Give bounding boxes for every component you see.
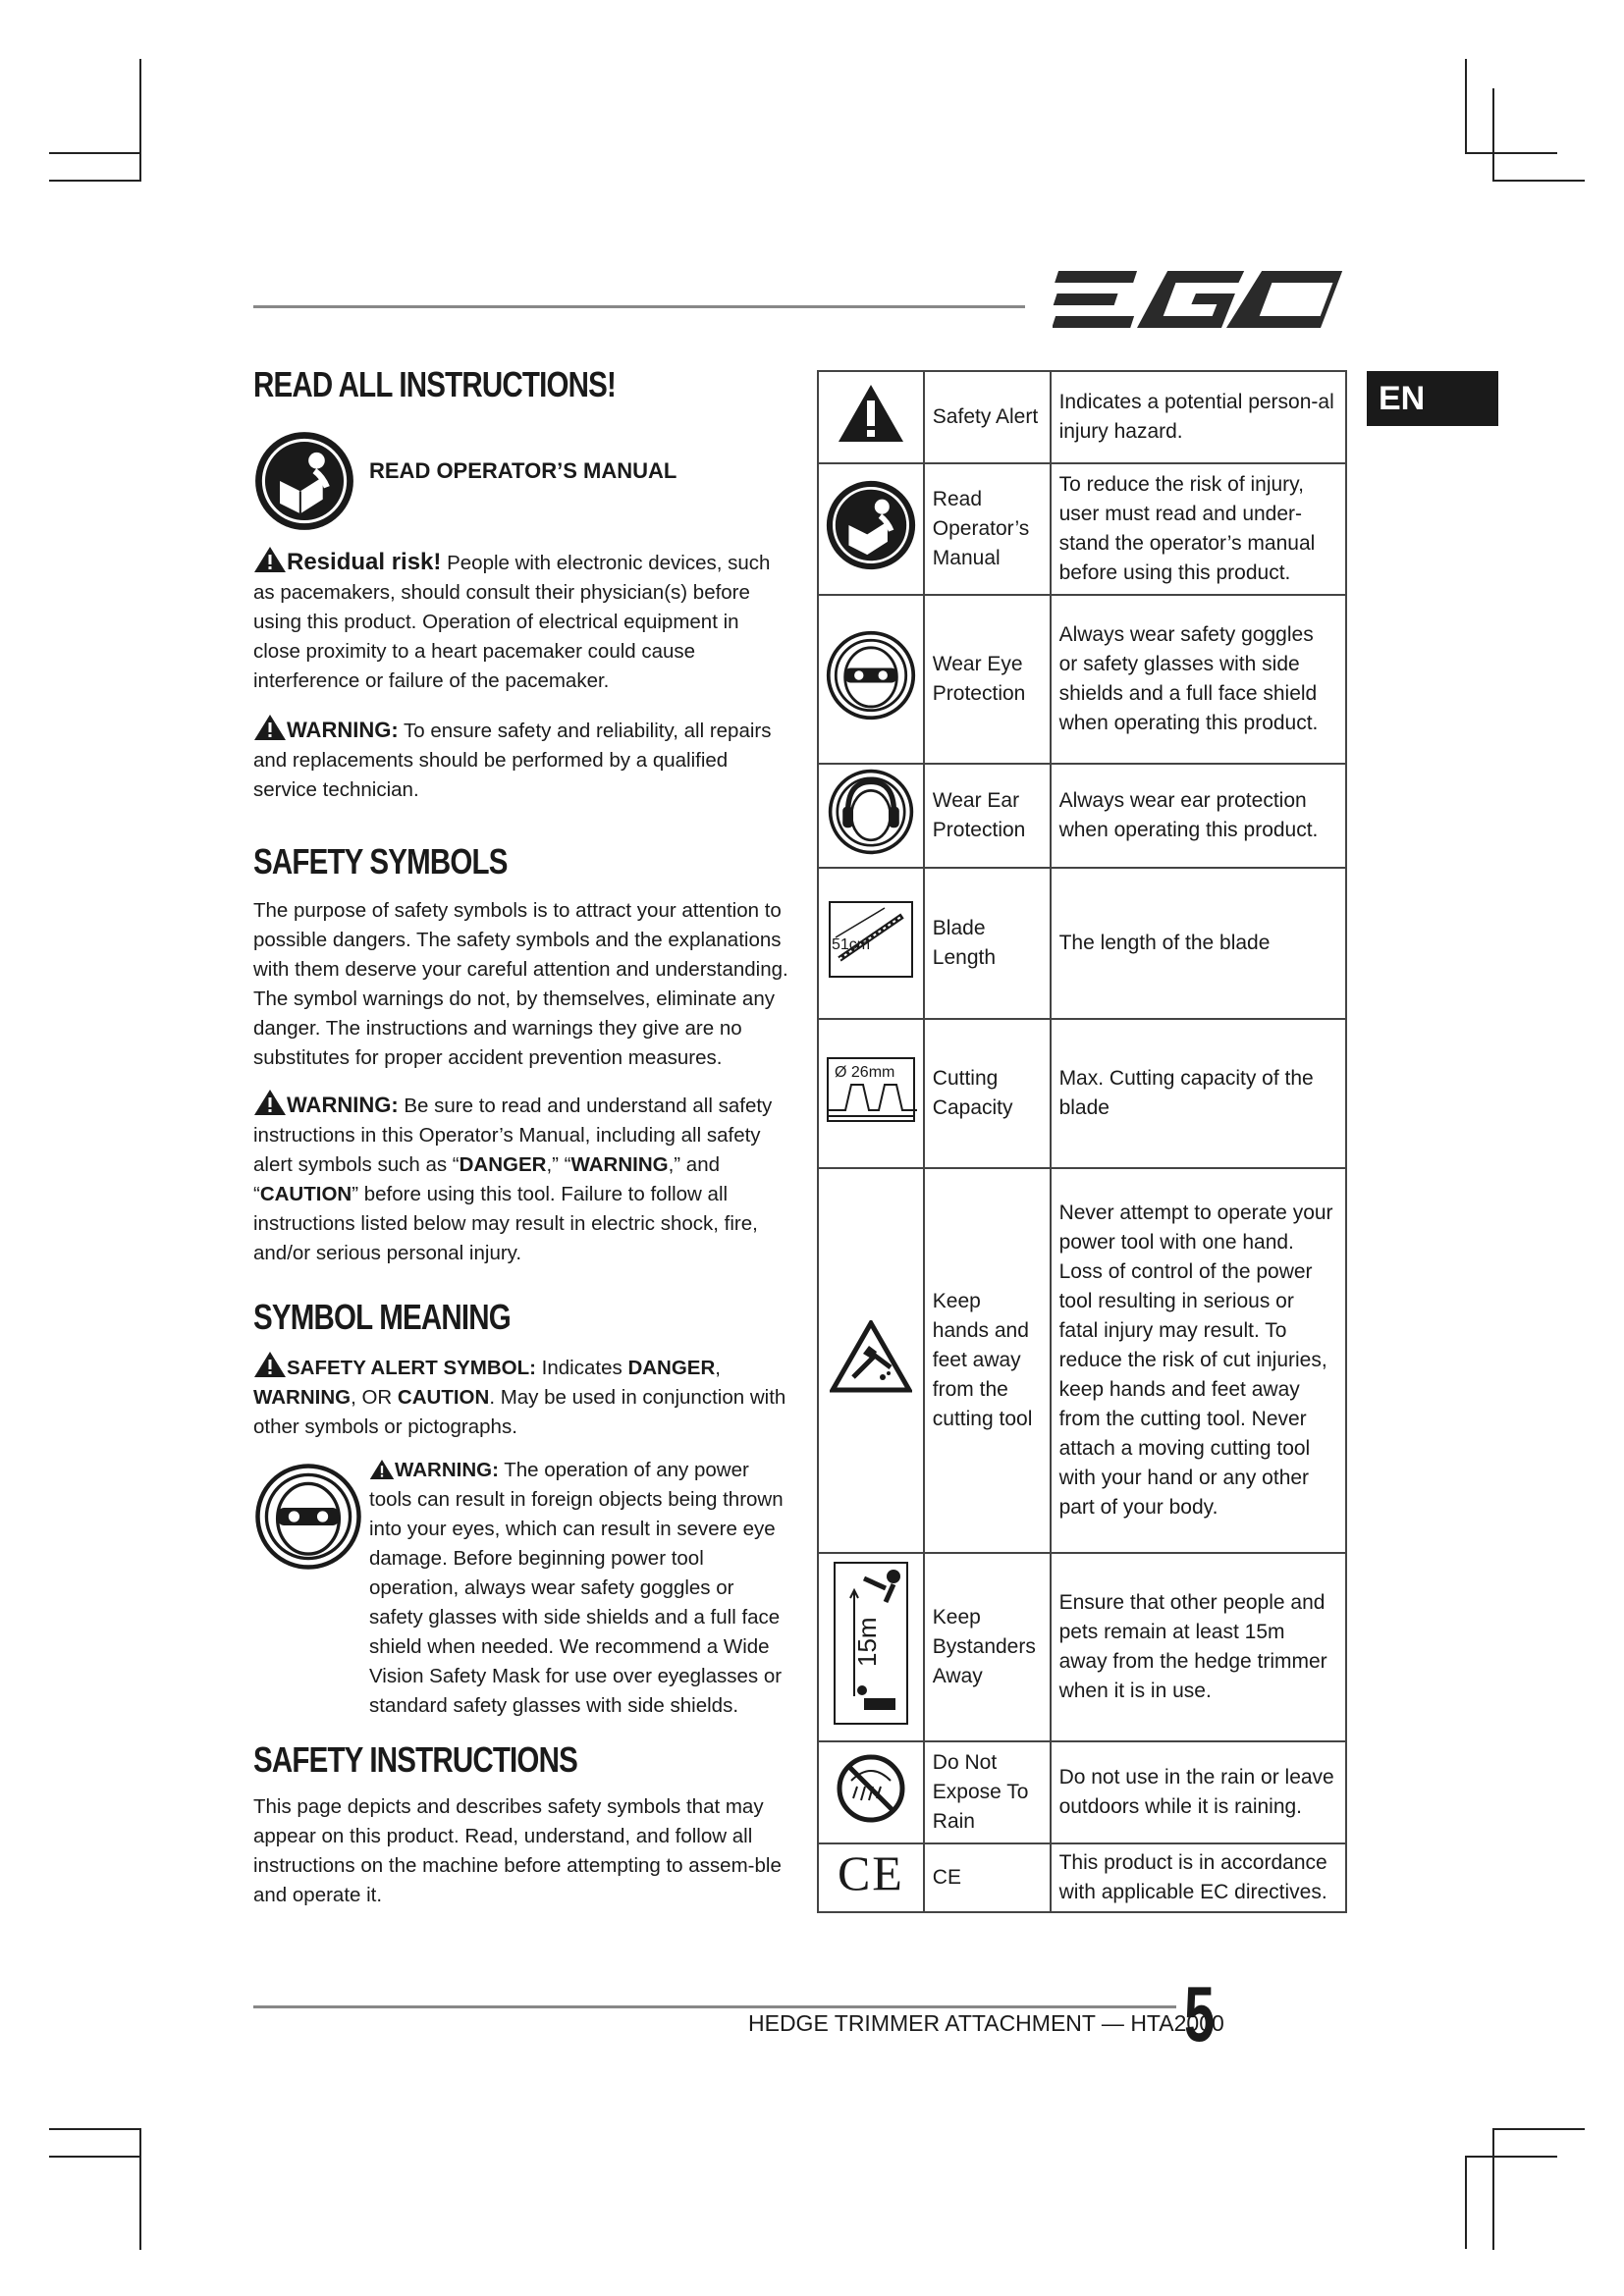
keep-hands-away-icon xyxy=(830,1320,912,1393)
symbol-description: Do not use in the rain or leave outdoors while it is raining. xyxy=(1051,1741,1346,1843)
danger-word: DANGER xyxy=(459,1153,547,1177)
table-icon-cell xyxy=(818,1843,924,1912)
table-row xyxy=(818,371,1346,463)
crop-mark xyxy=(139,2128,141,2250)
symbol-name: Keep hands and feet away from the cutting tool xyxy=(924,1168,1051,1553)
table-icon-cell xyxy=(818,1168,924,1553)
text-span: ,” and “ xyxy=(253,1153,721,1206)
symbol-description: Always wear ear protection when operating this product. xyxy=(1051,764,1346,868)
text-span: . May be used in conjunction with other symbols or pictographs. xyxy=(253,1385,786,1438)
blade-length-icon xyxy=(826,898,916,981)
crop-mark xyxy=(1465,152,1557,154)
eye-warning-text: The operation of any power tools can result in foreign objects being thrown into your eyes, which can result in severe eye damage. Before beginning power tool operation, always wear safety goggles or safety glasses with side shields and a full face shield when needed. We recommend a Wide Vision Safety Mask for use over eyeglasses or standard safety glasses with side shields. xyxy=(369,1458,784,1717)
heading-symbol-meaning: SYMBOL MEANING xyxy=(253,1297,511,1338)
warning-lead: WARNING: xyxy=(287,1093,399,1118)
symbol-description: Ensure that other people and pets remain at least 15m away from the hedge trimmer when it is in use. xyxy=(1051,1553,1346,1741)
no-rain-icon xyxy=(836,1753,906,1824)
symbol-name: Blade Length xyxy=(924,868,1051,1019)
danger-word: DANGER xyxy=(627,1356,716,1379)
read-manual-icon xyxy=(825,479,917,571)
read-manual-label: READ OPERATOR’S MANUAL xyxy=(369,457,677,483)
symbol-name: Safety Alert xyxy=(924,371,1051,463)
table-row xyxy=(818,764,1346,868)
residual-risk-text: People with electronic devices, such as pacemakers, should consult their physician(s) before using this product. Operation of electrical equipment in close proximity to a heart pacemaker could cause interference or failure of the pacemaker. xyxy=(253,551,771,692)
table-row xyxy=(818,595,1346,764)
table-icon-cell xyxy=(818,1741,924,1843)
crop-mark xyxy=(1492,88,1494,181)
crop-mark xyxy=(49,2128,141,2130)
caution-word: CAUTION xyxy=(259,1183,352,1206)
warning-word: WARNING xyxy=(253,1385,352,1409)
warning-triangle-icon xyxy=(837,383,905,444)
table-row xyxy=(818,1553,1346,1741)
heading-safety-instructions: SAFETY INSTRUCTIONS xyxy=(253,1738,577,1780)
symbol-name: Keep Bystanders Away xyxy=(924,1553,1051,1741)
text-span: , xyxy=(715,1356,721,1379)
language-tab: EN xyxy=(1367,371,1498,426)
text-span: ” before using this tool. Failure to follow all instructions listed below may result in electric shock, fire, and/or serious personal injury. xyxy=(253,1183,758,1265)
symbol-description: Max. Cutting capacity of the blade xyxy=(1051,1019,1346,1168)
eye-warning-block xyxy=(253,1456,791,1721)
eye-protection-icon xyxy=(825,629,917,721)
text-span: , OR xyxy=(351,1385,398,1409)
table-icon-cell xyxy=(818,764,924,868)
keep-bystanders-away-icon xyxy=(825,1559,917,1728)
symbol-description: Always wear safety goggles or safety glasses with side shields and a full face shield when operating this product. xyxy=(1051,595,1346,764)
residual-risk-lead: Residual risk! xyxy=(287,548,442,575)
read-manual-icon xyxy=(253,430,355,532)
crop-mark xyxy=(1492,2128,1494,2250)
crop-mark xyxy=(49,152,141,154)
symbol-table xyxy=(817,370,1347,1913)
warning-triangle-icon xyxy=(369,1459,395,1480)
crop-mark xyxy=(1492,180,1585,182)
table-icon-cell xyxy=(818,868,924,1019)
ego-logo xyxy=(1053,265,1345,334)
warning-lead: WARNING: xyxy=(287,717,399,742)
table-row xyxy=(818,1843,1346,1912)
table-icon-cell xyxy=(818,595,924,764)
caution-word: CAUTION xyxy=(397,1385,490,1409)
symbol-description: The length of the blade xyxy=(1051,868,1346,1019)
warning-repairs-paragraph xyxy=(253,714,791,805)
blade-length-label: 51cm xyxy=(831,935,871,953)
table-row xyxy=(818,463,1346,595)
symbol-name: Read Operator’s Manual xyxy=(924,463,1051,595)
eye-protection-icon xyxy=(253,1462,363,1572)
heading-read-instructions: READ ALL INSTRUCTIONS! xyxy=(253,364,616,404)
symbol-name: Do Not Expose To Rain xyxy=(924,1741,1051,1843)
warning-read-paragraph xyxy=(253,1089,791,1268)
symbol-description: To reduce the risk of injury, user must read and under-stand the operator’s manual before using this product. xyxy=(1051,463,1346,595)
warning-triangle-icon xyxy=(253,1089,287,1116)
ear-protection-icon xyxy=(827,768,915,856)
cutting-capacity-icon xyxy=(825,1055,917,1124)
crop-mark xyxy=(49,2156,141,2158)
crop-mark xyxy=(1465,59,1467,152)
symbol-name: CE xyxy=(924,1843,1051,1912)
page-number: 5 xyxy=(1184,1970,1216,2057)
symbol-description: Indicates a potential person-al injury hazard. xyxy=(1051,371,1346,463)
header-rule xyxy=(253,305,1025,308)
table-icon-cell xyxy=(818,1553,924,1741)
eye-warning-paragraph xyxy=(369,1456,791,1721)
safety-alert-paragraph xyxy=(253,1351,791,1442)
text-span: Indicates xyxy=(535,1356,628,1379)
footer-title: HEDGE TRIMMER ATTACHMENT — HTA2000 xyxy=(748,2010,1224,2036)
warning-lead: WARNING: xyxy=(395,1458,499,1481)
crop-mark xyxy=(49,180,141,182)
bystander-distance-label: 15m xyxy=(851,1616,882,1667)
text-span: ,” “ xyxy=(546,1153,571,1177)
table-icon-cell xyxy=(818,463,924,595)
symbol-description: Never attempt to operate your power tool with one hand. Loss of control of the power tool resulting in serious or fatal injury may result. To reduce the risk of cut injuries, keep hands and feet away from the cutting tool. Never attach a moving cutting tool with your hand or any other part of your body. xyxy=(1051,1168,1346,1553)
crop-mark xyxy=(1465,2156,1467,2249)
symbol-name: Wear Eye Protection xyxy=(924,595,1051,764)
crop-mark xyxy=(1465,2156,1557,2158)
footer-rule xyxy=(253,2005,1176,2008)
left-column xyxy=(253,365,791,1910)
warning-triangle-icon xyxy=(253,714,287,741)
table-row xyxy=(818,1168,1346,1553)
table-row xyxy=(818,868,1346,1019)
warning-word: WARNING xyxy=(570,1153,669,1177)
ce-mark-icon: CE xyxy=(837,1844,904,1900)
warning-repairs-text: To ensure safety and reliability, all repairs and replacements should be performed by a qualified service technician. xyxy=(253,719,772,801)
cutting-capacity-label: Ø 26mm xyxy=(834,1063,895,1081)
safety-symbols-paragraph: The purpose of safety symbols is to attract your attention to possible dangers. The safety symbols and the explanations with them deserve your careful attention and understanding. The symbol warnings do not, by themselves, eliminate any danger. The instructions and warnings they give are no substitutes for proper accident prevention measures. xyxy=(253,899,788,1070)
heading-safety-symbols: SAFETY SYMBOLS xyxy=(253,840,508,881)
warning-triangle-icon xyxy=(253,546,287,573)
table-row xyxy=(818,1019,1346,1168)
table-icon-cell xyxy=(818,371,924,463)
table-row xyxy=(818,1741,1346,1843)
symbol-name: Cutting Capacity xyxy=(924,1019,1051,1168)
residual-risk-paragraph xyxy=(253,546,791,696)
safety-instructions-paragraph: This page depicts and describes safety symbols that may appear on this product. Read, understand, and follow all instructions on the machine before attempting to assem-ble and operate it. xyxy=(253,1795,782,1907)
text-span: Be sure to read and understand all safety instructions in this Operator’s Manual, including all safety alert symbols such as “ xyxy=(253,1095,773,1177)
alert-lead: SAFETY ALERT SYMBOL: xyxy=(287,1356,536,1379)
crop-mark xyxy=(139,59,141,181)
symbol-name: Wear Ear Protection xyxy=(924,764,1051,868)
warning-triangle-icon xyxy=(253,1351,287,1378)
crop-mark xyxy=(1492,2128,1585,2130)
symbol-description: This product is in accordance with applicable EC directives. xyxy=(1051,1843,1346,1912)
table-icon-cell xyxy=(818,1019,924,1168)
